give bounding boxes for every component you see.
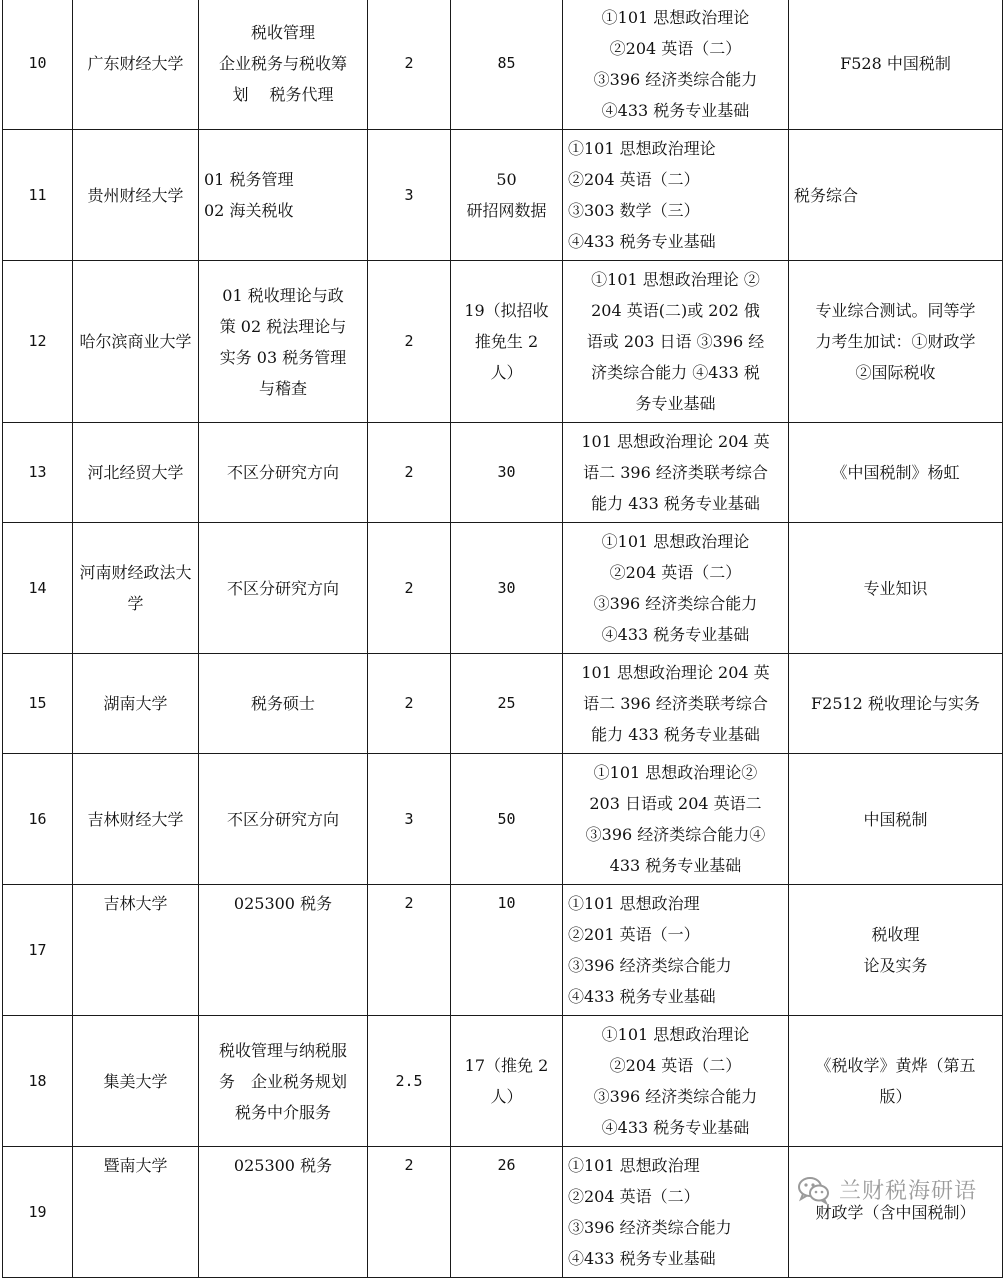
- cell-line: 025300 税务: [233, 1156, 333, 1175]
- row-number: 12: [3, 261, 73, 423]
- school-cell: 贵州财经大学: [73, 130, 199, 261]
- years-cell: 2: [368, 423, 451, 523]
- cell-line: 税收管理: [250, 23, 315, 42]
- cell-line: ④433 税务专业基础: [601, 625, 750, 644]
- enrollment-cell: [451, 754, 563, 885]
- cell-line: 不区分研究方向: [226, 463, 339, 482]
- cell-line: ③303 数学（三）: [568, 201, 700, 220]
- enrollment-cell: [451, 1147, 563, 1278]
- retest-cell: [789, 654, 1003, 754]
- cell-line: 85: [497, 54, 516, 72]
- cell-line: 50: [496, 170, 517, 189]
- enrollment-cell: [451, 1016, 563, 1147]
- school-cell: 暨南大学: [73, 1147, 199, 1278]
- cell-line: ①101 思想政治理论: [601, 532, 750, 551]
- cell-line: 17（推免 2: [464, 1056, 549, 1075]
- table-body: [3, 0, 1003, 1278]
- cell-line: 专业综合测试。同等学: [815, 301, 976, 320]
- row-number: 17: [3, 885, 73, 1016]
- row-number: 18: [3, 1016, 73, 1147]
- exam-subjects-cell: [563, 523, 789, 654]
- cell-line: 企业税务与税收筹: [218, 54, 347, 73]
- watermark-text: 兰财税海研语: [838, 1179, 977, 1204]
- cell-line: ④433 税务专业基础: [568, 987, 716, 1006]
- cell-line: 02 海关税收: [204, 201, 294, 220]
- row-number: 11: [3, 130, 73, 261]
- direction-cell: [199, 423, 368, 523]
- direction-cell: [199, 261, 368, 423]
- years-cell: 2: [368, 261, 451, 423]
- cell-line: 人）: [490, 1087, 523, 1106]
- years-cell: 3: [368, 754, 451, 885]
- direction-cell: [199, 754, 368, 885]
- enrollment-cell: [451, 423, 563, 523]
- cell-line: 研招网数据: [466, 201, 547, 220]
- cell-line: 语或 203 日语 ③396 经: [586, 332, 765, 351]
- cell-line: 财政学（含中国税制）: [815, 1202, 976, 1222]
- cell-line: ①101 思想政治理论 ②: [591, 270, 760, 289]
- cell-line: 推免生 2: [474, 332, 539, 351]
- table-row: [3, 261, 1003, 423]
- school-cell: 河南财经政法大学: [73, 523, 199, 654]
- cell-line: 30: [497, 463, 516, 481]
- cell-line: ①101 思想政治理论: [568, 139, 716, 158]
- exam-subjects-cell: [563, 654, 789, 754]
- cell-line: 与稽查: [258, 378, 307, 398]
- table-sheet: [2, 0, 1002, 1268]
- cell-line: 不区分研究方向: [226, 578, 339, 598]
- cell-line: 专业知识: [863, 578, 928, 598]
- cell-line: 能力 433 税务专业基础: [591, 494, 760, 513]
- school-cell: 哈尔滨商业大学: [73, 261, 199, 423]
- years-cell: 2.5: [368, 1016, 451, 1147]
- row-number: 13: [3, 423, 73, 523]
- retest-cell: [789, 0, 1003, 130]
- cell-line: 税收管理与纳税服: [218, 1040, 347, 1060]
- cell-line: 中国税制: [863, 809, 928, 829]
- cell-line: 策 02 税法理论与: [219, 316, 347, 336]
- table-row: [3, 130, 1003, 261]
- years-cell: 2: [368, 1147, 451, 1278]
- cell-line: 论及实务: [863, 956, 928, 975]
- school-cell: 河北经贸大学: [73, 423, 199, 523]
- exam-subjects-cell: [563, 0, 789, 130]
- cell-line: 语二 396 经济类联考综合: [583, 694, 768, 713]
- exam-subjects-cell: [563, 754, 789, 885]
- direction-cell: [199, 130, 368, 261]
- retest-cell: [789, 523, 1003, 654]
- cell-line: ②201 英语（一）: [568, 925, 700, 944]
- exam-subjects-cell: [563, 423, 789, 523]
- retest-cell: [789, 130, 1003, 261]
- table-row: [3, 885, 1003, 1016]
- cell-line: ①101 思想政治理论: [601, 1025, 750, 1044]
- cell-line: 务 企业税务规划: [218, 1071, 347, 1091]
- table-row: [3, 754, 1003, 885]
- cell-line: ①101 思想政治理论: [601, 7, 750, 27]
- cell-line: 01 税收理论与政: [222, 285, 344, 305]
- cell-line: ②204 英语（二）: [568, 1187, 700, 1206]
- cell-line: 务专业基础: [635, 394, 716, 413]
- cell-line: 税务综合: [794, 185, 859, 205]
- cell-line: 101 思想政治理论 204 英: [581, 432, 770, 451]
- row-number: 15: [3, 654, 73, 754]
- school-cell: 广东财经大学: [73, 0, 199, 130]
- cell-line: ④433 税务专业基础: [601, 100, 750, 120]
- admissions-table: [2, 0, 1003, 1278]
- years-cell: 2: [368, 654, 451, 754]
- cell-line: ③396 经济类综合能力④: [585, 825, 766, 844]
- cell-line: 19（拟招收: [464, 301, 549, 320]
- direction-cell: [199, 1016, 368, 1147]
- exam-subjects-cell: [563, 1147, 789, 1278]
- enrollment-cell: [451, 523, 563, 654]
- direction-cell: [199, 1147, 368, 1278]
- enrollment-cell: [451, 261, 563, 423]
- years-cell: 3: [368, 130, 451, 261]
- retest-cell: [789, 423, 1003, 523]
- cell-line: 版）: [879, 1087, 912, 1106]
- exam-subjects-cell: [563, 130, 789, 261]
- cell-line: 101 思想政治理论 204 英: [581, 663, 770, 682]
- enrollment-cell: [451, 0, 563, 130]
- direction-cell: [199, 0, 368, 130]
- row-number: 16: [3, 754, 73, 885]
- cell-line: 税务硕士: [250, 694, 315, 713]
- cell-line: 10: [497, 894, 516, 912]
- table-row: [3, 523, 1003, 654]
- table-row: [3, 1016, 1003, 1147]
- school-cell: 湖南大学: [73, 654, 199, 754]
- table-row: [3, 423, 1003, 523]
- cell-line: ②204 英语（二）: [609, 38, 742, 58]
- enrollment-cell: [451, 885, 563, 1016]
- cell-line: 划 税务代理: [232, 85, 334, 104]
- cell-line: 《税收学》黄烨（第五: [815, 1056, 976, 1075]
- cell-line: 不区分研究方向: [226, 809, 339, 829]
- cell-line: 语二 396 经济类联考综合: [583, 463, 768, 482]
- retest-cell: [789, 261, 1003, 423]
- cell-line: 《中国税制》杨虹: [831, 463, 960, 482]
- cell-line: 力考生加试：①财政学: [815, 332, 976, 351]
- row-number: 10: [3, 0, 73, 130]
- school-cell: 集美大学: [73, 1016, 199, 1147]
- cell-line: F2512 税收理论与实务: [811, 694, 980, 713]
- cell-line: 203 日语或 204 英语二: [589, 794, 762, 813]
- cell-line: ②国际税收: [855, 363, 936, 382]
- cell-line: 25: [497, 694, 516, 712]
- table-row: [3, 1147, 1003, 1278]
- cell-line: ③396 经济类综合能力: [593, 69, 758, 89]
- cell-line: 025300 税务: [233, 894, 333, 913]
- row-number: 14: [3, 523, 73, 654]
- cell-line: ②204 英语（二）: [609, 1056, 742, 1075]
- cell-line: 01 税务管理: [204, 170, 294, 189]
- cell-line: ②204 英语（二）: [609, 563, 742, 582]
- cell-line: ④433 税务专业基础: [568, 232, 716, 251]
- cell-line: ④433 税务专业基础: [568, 1249, 716, 1268]
- cell-line: ③396 经济类综合能力: [593, 594, 758, 613]
- table-row: [3, 654, 1003, 754]
- retest-cell: [789, 754, 1003, 885]
- exam-subjects-cell: [563, 261, 789, 423]
- row-number: 19: [3, 1147, 73, 1278]
- cell-line: ②204 英语（二）: [568, 170, 700, 189]
- cell-line: 433 税务专业基础: [609, 856, 742, 875]
- retest-cell: [789, 885, 1003, 1016]
- direction-cell: [199, 654, 368, 754]
- cell-line: 济类综合能力 ④433 税: [591, 363, 760, 382]
- cell-line: ③396 经济类综合能力: [568, 956, 732, 975]
- cell-line: 26: [497, 1156, 516, 1174]
- enrollment-cell: [451, 130, 563, 261]
- table-row: [3, 0, 1003, 130]
- cell-line: 人）: [490, 363, 523, 382]
- school-cell: 吉林财经大学: [73, 754, 199, 885]
- years-cell: 2: [368, 523, 451, 654]
- retest-cell: [789, 1147, 1003, 1278]
- cell-line: 税收理: [871, 925, 920, 944]
- enrollment-cell: [451, 654, 563, 754]
- exam-subjects-cell: [563, 1016, 789, 1147]
- cell-line: ①101 思想政治理: [568, 1156, 700, 1175]
- cell-line: ①101 思想政治理: [568, 894, 700, 913]
- cell-line: 204 英语(二)或 202 俄: [591, 301, 760, 320]
- cell-line: ①101 思想政治理论②: [593, 763, 758, 782]
- years-cell: 2: [368, 0, 451, 130]
- cell-line: F528 中国税制: [840, 54, 951, 73]
- cell-line: 能力 433 税务专业基础: [591, 725, 760, 744]
- cell-line: 50: [497, 809, 516, 828]
- direction-cell: [199, 885, 368, 1016]
- cell-line: 实务 03 税务管理: [219, 347, 347, 367]
- retest-cell: [789, 1016, 1003, 1147]
- cell-line: 30: [497, 578, 516, 597]
- school-cell: 吉林大学: [73, 885, 199, 1016]
- cell-line: ④433 税务专业基础: [601, 1118, 750, 1137]
- direction-cell: [199, 523, 368, 654]
- exam-subjects-cell: [563, 885, 789, 1016]
- cell-line: ③396 经济类综合能力: [568, 1218, 732, 1237]
- cell-line: 税务中介服务: [234, 1102, 331, 1122]
- cell-line: ③396 经济类综合能力: [593, 1087, 758, 1106]
- years-cell: 2: [368, 885, 451, 1016]
